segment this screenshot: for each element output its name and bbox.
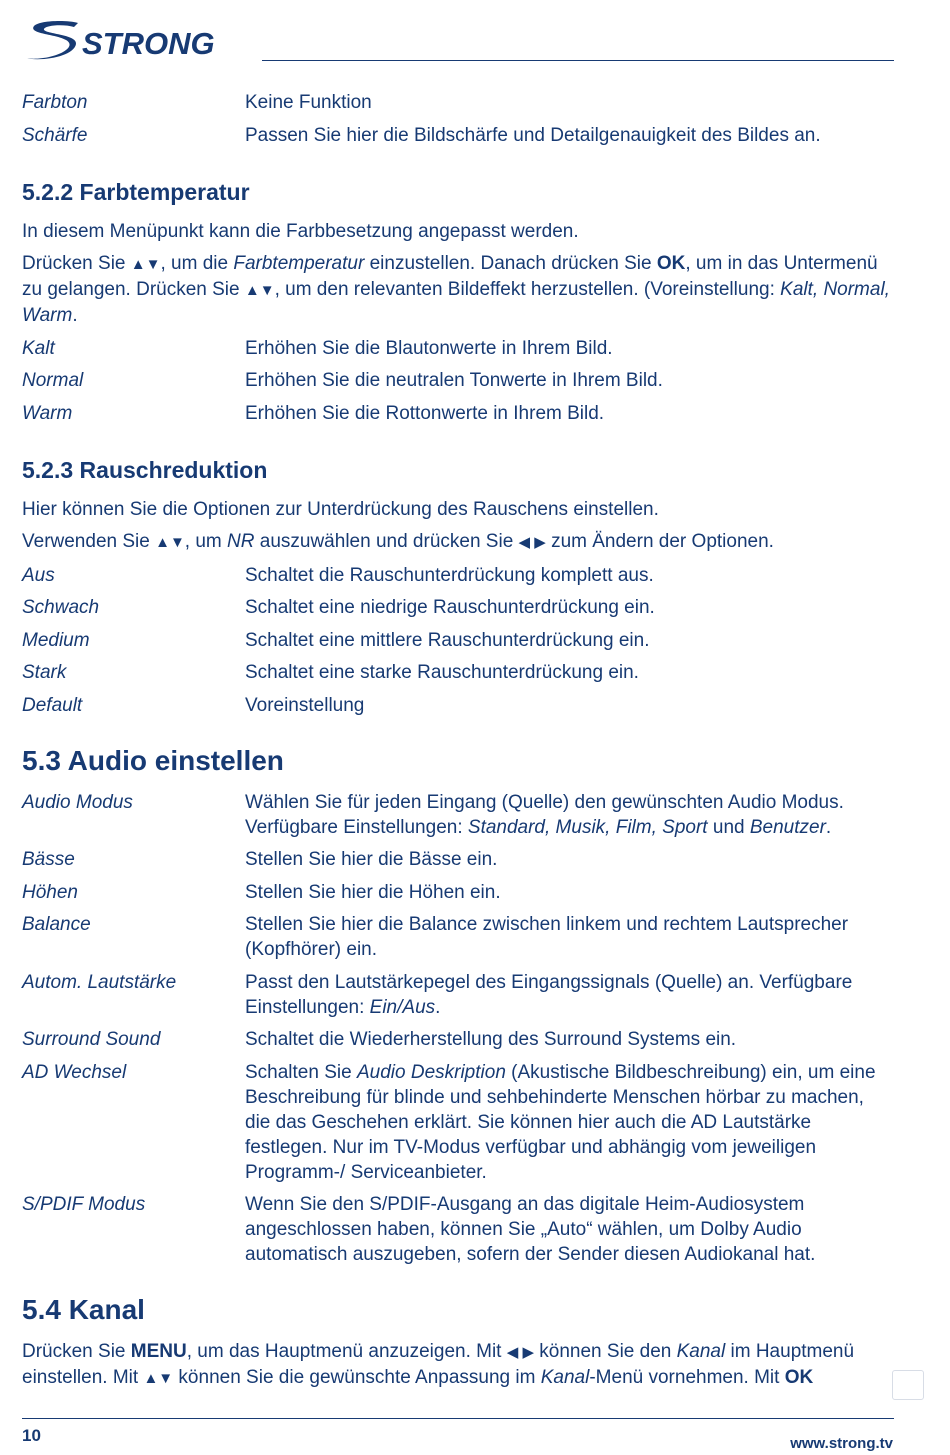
description: Wählen Sie für jeden Eingang (Quelle) den gewünschten Audio Modus. Verfügbare Einstellungen: Standard, Musik, Film, Sport und Benutzer. xyxy=(245,791,844,838)
up-down-arrows-icon: ▲▼ xyxy=(155,534,185,551)
definition-row xyxy=(22,90,892,115)
left-right-arrows-icon: ◀ ▶ xyxy=(506,1344,534,1361)
definition-row xyxy=(22,368,892,393)
term: S/PDIF Modus xyxy=(22,1194,146,1215)
description: Passt den Lautstärkepegel des Eingangssignals (Quelle) an. Verfügbare Einstellungen: Ein/Aus. xyxy=(245,971,853,1018)
description: Stellen Sie hier die Höhen ein. xyxy=(245,881,501,903)
instruction-paragraph: Verwenden Sie ▲▼, um NR auszuwählen und drücken Sie ◀ ▶ zum Ändern der Optionen. xyxy=(22,531,774,552)
definition-row xyxy=(22,628,892,653)
description: Schalten Sie Audio Deskription (Akustische Bildbeschreibung) ein, um eine Beschreibung für blinde und sehbehinderte Menschen hörbar zu machen, die das Geschehen erklärt. Sie können hier auch die AD Lautstärke festlegen. Nur im TV-Modus verfügbar und abhängig vom jeweiligen Programm-/ Serviceanbieter. xyxy=(245,1061,876,1183)
term: Bässe xyxy=(22,849,75,870)
definition-row xyxy=(22,880,892,905)
description: Schaltet eine niedrige Rauschunterdrückung ein. xyxy=(245,597,655,618)
website-link[interactable]: www.strong.tv xyxy=(790,1435,893,1452)
description: Erhöhen Sie die neutralen Tonwerte in Ihrem Bild. xyxy=(245,370,663,391)
term: Normal xyxy=(22,370,84,391)
definition-row xyxy=(22,912,892,962)
up-down-arrows-icon: ▲▼ xyxy=(130,256,161,273)
brand-text: STRONG xyxy=(82,26,215,61)
description: Keine Funktion xyxy=(245,92,372,113)
section-intro: Hier können Sie die Optionen zur Unterdrückung des Rauschens einstellen. xyxy=(22,498,659,520)
term: Autom. Lautstärke xyxy=(22,971,177,993)
description: Schaltet eine mittlere Rauschunterdrückung ein. xyxy=(245,629,650,651)
description: Voreinstellung xyxy=(245,694,365,716)
page-number: 10 xyxy=(22,1426,41,1445)
term: Höhen xyxy=(22,881,78,903)
term: Warm xyxy=(22,402,73,424)
term: Stark xyxy=(22,662,67,683)
term: Medium xyxy=(22,629,90,651)
description: Wenn Sie den S/PDIF-Ausgang an das digitale Heim-Audiosystem angeschlossen haben, können Sie „Auto“ wählen, um Dolby Audio automatisch auszugeben, sofern der Sender diesen Audiokanal hat. xyxy=(245,1194,816,1265)
term: Kalt xyxy=(22,337,55,359)
description: Schaltet die Wiederherstellung des Surround Systems ein. xyxy=(245,1029,737,1050)
term: AD Wechsel xyxy=(22,1061,127,1083)
definition-row xyxy=(22,123,892,148)
page-header xyxy=(0,0,950,70)
definition-row xyxy=(22,336,892,361)
term: Audio Modus xyxy=(22,791,133,813)
definition-row xyxy=(22,595,892,620)
definition-row xyxy=(22,1192,892,1267)
description: Erhöhen Sie die Rottonwerte in Ihrem Bild. xyxy=(245,402,605,424)
description: Passen Sie hier die Bildschärfe und Detailgenauigkeit des Bildes an. xyxy=(245,124,821,146)
header-rule xyxy=(262,60,894,61)
description: Stellen Sie hier die Balance zwischen linkem und rechtem Lautsprecher (Kopfhörer) ein. xyxy=(245,914,849,960)
section-intro: In diesem Menüpunkt kann die Farbbesetzung angepasst werden. xyxy=(22,220,579,242)
description: Schaltet eine starke Rauschunterdrückung ein. xyxy=(245,662,639,683)
definition-row xyxy=(22,970,892,1020)
description: Erhöhen Sie die Blautonwerte in Ihrem Bild. xyxy=(245,337,613,359)
up-down-arrows-icon: ▲▼ xyxy=(143,1370,174,1387)
up-down-arrows-icon: ▲▼ xyxy=(244,282,275,299)
term: Default xyxy=(22,694,83,716)
section-heading-kanal: 5.4 Kanal xyxy=(22,1294,145,1325)
definition-row xyxy=(22,790,892,840)
term: Schwach xyxy=(22,597,100,618)
description: Schaltet die Rauschunterdrückung komplett aus. xyxy=(245,564,654,586)
strong-logo xyxy=(20,18,230,64)
footer-rule xyxy=(22,1418,894,1419)
description: Stellen Sie hier die Bässe ein. xyxy=(245,849,498,870)
term: Farbton xyxy=(22,92,88,113)
page-content xyxy=(22,90,892,1399)
definition-row xyxy=(22,563,892,588)
section-heading-rauschreduktion: 5.2.3 Rauschreduktion xyxy=(22,456,268,483)
definition-row xyxy=(22,660,892,685)
section-heading-audio: 5.3 Audio einstellen xyxy=(22,744,284,776)
definition-row xyxy=(22,693,892,718)
term: Schärfe xyxy=(22,124,88,146)
page-corner-box xyxy=(892,1370,924,1400)
left-right-arrows-icon: ◀ ▶ xyxy=(518,534,546,551)
instruction-paragraph: Drücken Sie MENU, um das Hauptmenü anzuzeigen. Mit ◀ ▶ können Sie den Kanal im Hauptmenü einstellen. Mit ▲▼ können Sie die gewünschte Anpassung im Kanal-Menü vornehmen. Mit OK xyxy=(22,1341,855,1388)
instruction-paragraph: Drücken Sie ▲▼, um die Farbtemperatur einzustellen. Danach drücken Sie OK, um in das Untermenü zu gelangen. Drücken Sie ▲▼, um den relevanten Bildeffekt herzustellen. (Voreinstellung: Kalt, Normal, Warm. xyxy=(22,253,890,326)
term: Balance xyxy=(22,914,91,935)
term: Aus xyxy=(22,564,55,586)
section-heading-farbtemperatur: 5.2.2 Farbtemperatur xyxy=(22,178,250,205)
term: Surround Sound xyxy=(22,1029,161,1050)
definition-row xyxy=(22,1027,892,1052)
definition-row xyxy=(22,1060,892,1185)
definition-row xyxy=(22,847,892,872)
definition-row xyxy=(22,401,892,426)
